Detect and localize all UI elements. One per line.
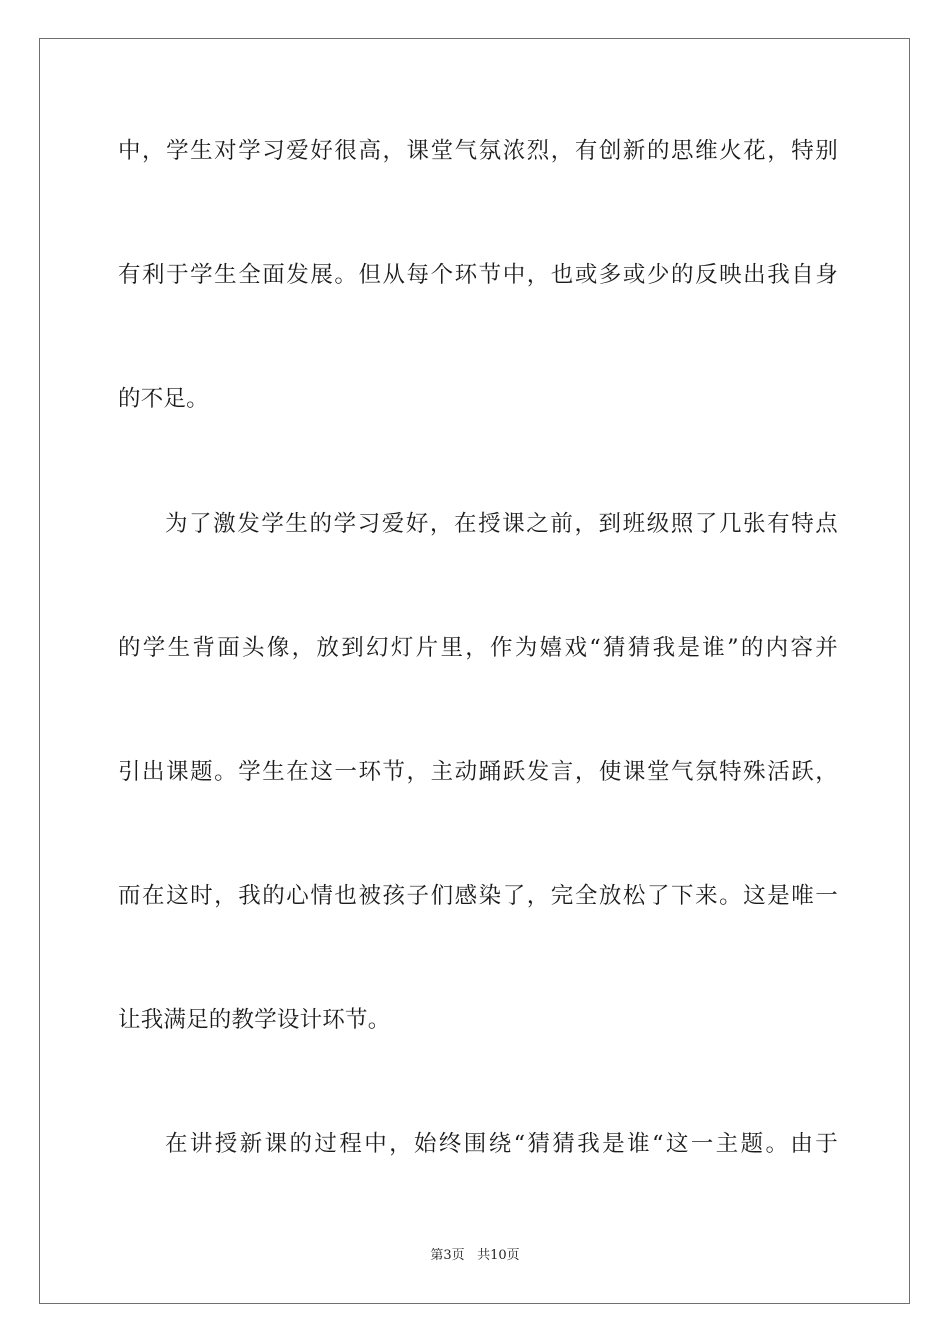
page-number: 第3页 [430,1248,465,1263]
text-line-5: 的学生背面头像，放到幻灯片里，作为嬉戏“猜猜我是谁”的内容并 [118,635,838,661]
text-line-2: 有利于学生全面发展。但从每个环节中，也或多或少的反映出我自身 [118,262,838,288]
text-line-3: 的不足。 [118,386,209,412]
text-line-4: 为了激发学生的学习爱好，在授课之前，到班级照了几张有特点 [165,511,838,537]
text-line-8: 让我满足的教学设计环节。 [118,1007,391,1033]
text-line-1: 中，学生对学习爱好很高，课堂气氛浓烈，有创新的思维火花，特别 [118,138,838,164]
text-line-7: 而在这时，我的心情也被孩子们感染了，完全放松了下来。这是唯一 [118,883,838,909]
text-line-6: 引出课题。学生在这一环节，主动踊跃发言，使课堂气氛特殊活跃， [118,759,838,785]
page-footer [0,1247,950,1265]
text-line-9: 在讲授新课的过程中，始终围绕“猜猜我是谁“这一主题。由于 [165,1131,838,1157]
page-border [39,38,910,1304]
page-total: 共10页 [477,1248,520,1263]
